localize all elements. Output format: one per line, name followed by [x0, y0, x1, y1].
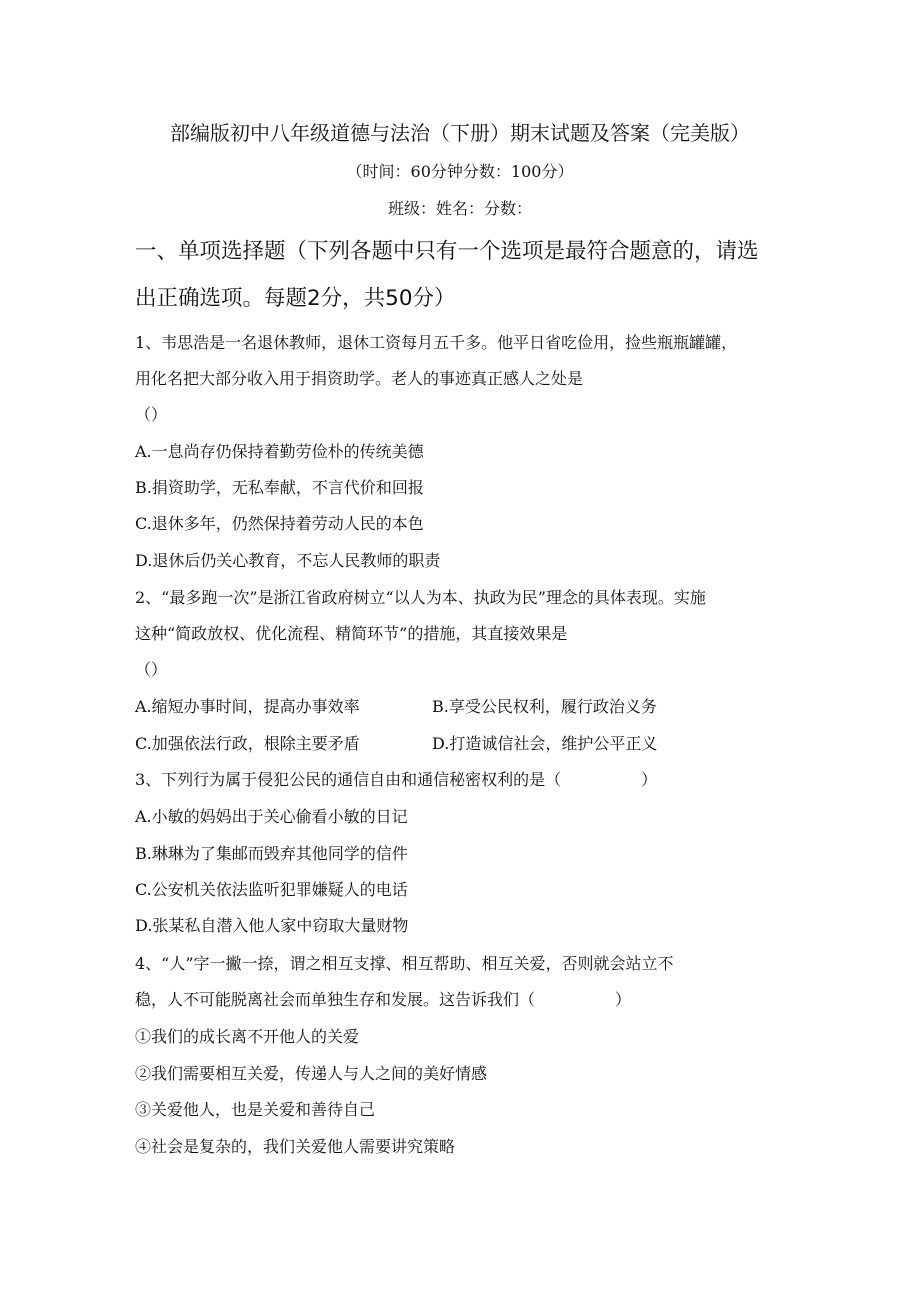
question-2-option-b: B.享受公民权利，履行政治义务	[432, 697, 657, 716]
question-1-stem: 1、韦思浩是一名退休教师，退休工资每月五千多。他平日省吃俭用，捡些瓶瓶罐罐，	[135, 333, 738, 352]
section-heading: 一、单项选择题（下列各题中只有一个选项是最符合题意的，请选	[135, 239, 759, 264]
question-3-option-a: A.小敏的妈妈出于关心偷看小敏的日记	[135, 807, 408, 826]
question-2-option-c: C.加强依法行政，根除主要矛盾	[135, 734, 360, 753]
question-4-statement-3: ③关爱他人，也是关爱和善待自己	[135, 1100, 376, 1119]
question-4-statement-2: ②我们需要相互关爱，传递人与人之间的美好情感	[135, 1064, 488, 1083]
question-4-statement-4: ④社会是复杂的，我们关爱他人需要讲究策略	[135, 1137, 456, 1156]
question-3-option-c: C.公安机关依法监听犯罪嫌疑人的电话	[135, 880, 408, 899]
question-1-option-d: D.退休后仍关心教育，不忘人民教师的职责	[135, 551, 441, 570]
question-2-stem: 2、“最多跑一次”是浙江省政府树立“以人为本、执政为民”理念的具体表现。实施	[135, 588, 706, 607]
question-1-option-c: C.退休多年，仍然保持着劳动人民的本色	[135, 514, 424, 533]
question-2-blank: （）	[135, 660, 168, 679]
question-1-blank: （）	[135, 405, 168, 424]
question-3-option-b: B.琳琳为了集邮而毁弃其他同学的信件	[135, 844, 408, 863]
section-heading-cont: 出正确选项。每题2分，共50分）	[135, 286, 456, 311]
student-info-line: 班级：姓名：分数：	[387, 199, 532, 218]
question-2-stem: 这种“简政放权、优化流程、精简环节”的措施，其直接效果是	[135, 624, 568, 643]
question-2-option-a: A.缩短办事时间，提高办事效率	[135, 697, 360, 716]
question-2-option-d: D.打造诚信社会，维护公平正义	[432, 734, 658, 753]
question-4-stem: 4、“人”字一撇一捺，谓之相互支撑、相互帮助、相互关爱，否则就会站立不	[135, 954, 674, 973]
question-3-stem: 3、下列行为属于侵犯公民的通信自由和通信秘密权利的是（ ）	[135, 770, 658, 789]
question-4-statement-1: ①我们的成长离不开他人的关爱	[135, 1027, 360, 1046]
exam-time-score: （时间：60分钟分数：100分）	[346, 162, 574, 181]
question-3-option-d: D.张某私自潜入他人家中窃取大量财物	[135, 916, 409, 935]
document-title: 部编版初中八年级道德与法治（下册）期末试题及答案（完美版）	[170, 121, 750, 145]
question-1-option-a: A.一息尚存仍保持着勤劳俭朴的传统美德	[135, 442, 424, 461]
question-1-stem: 用化名把大部分收入用于捐资助学。老人的事迹真正感人之处是	[135, 369, 584, 388]
question-4-stem: 稳，人不可能脱离社会而单独生存和发展。这告诉我们（ ）	[135, 990, 632, 1009]
question-1-option-b: B.捐资助学，无私奉献，不言代价和回报	[135, 478, 424, 497]
